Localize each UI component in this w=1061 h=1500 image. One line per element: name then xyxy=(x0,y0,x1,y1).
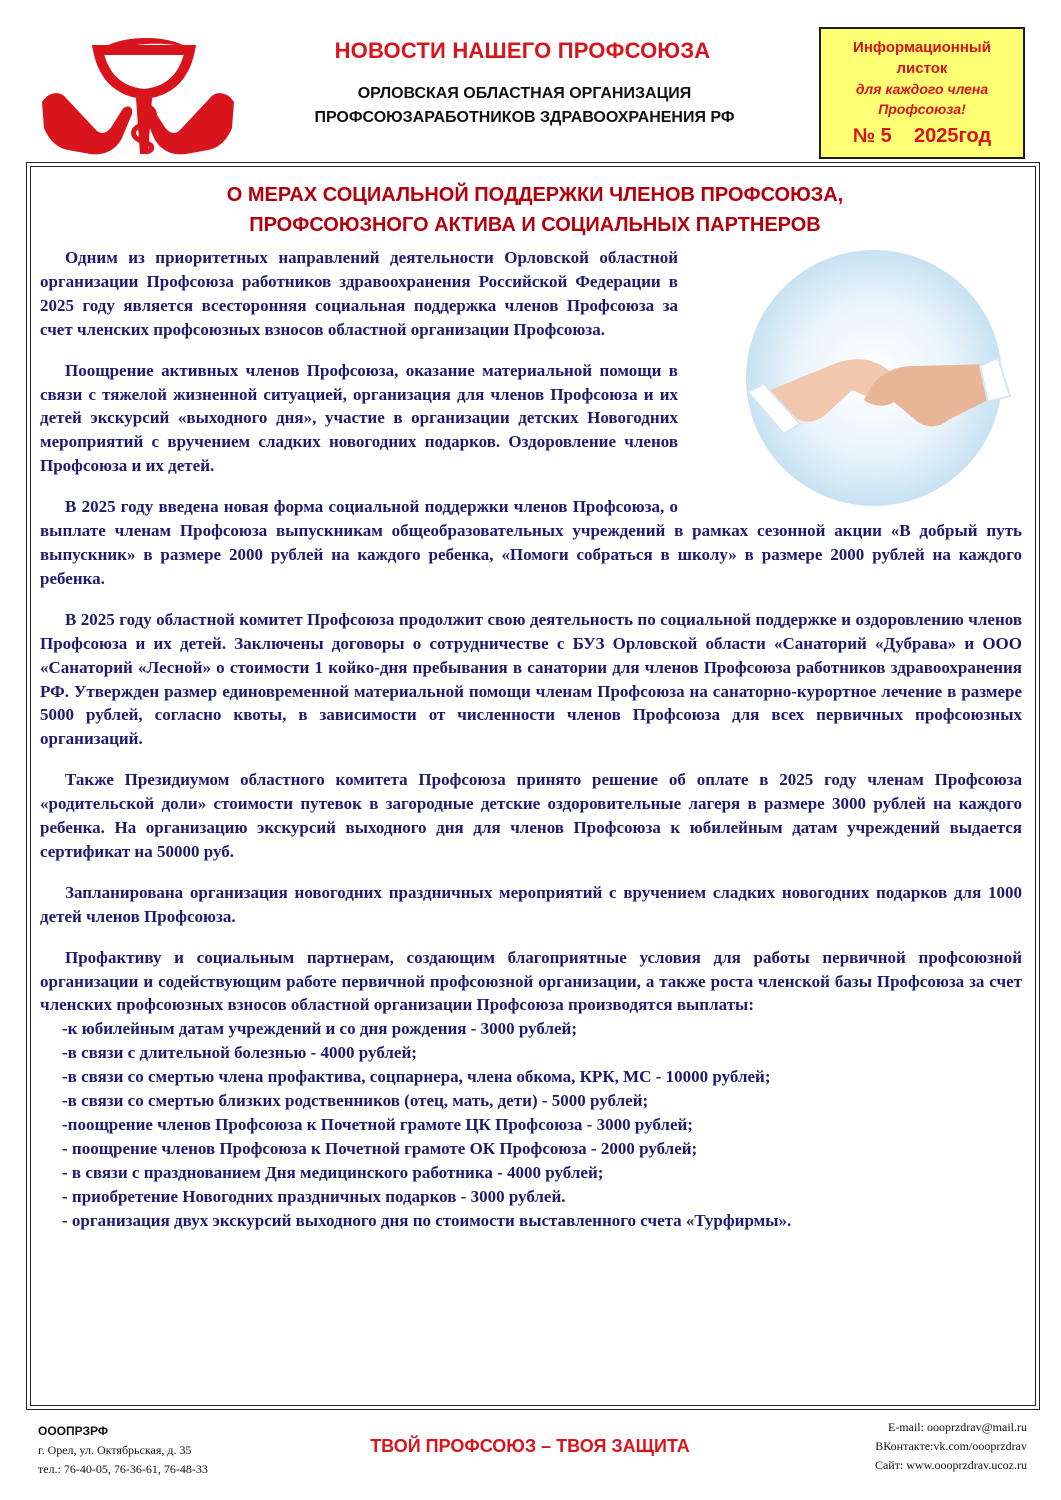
footer-phones: тел.: 76-40-05, 76-36-61, 76-48-33 xyxy=(38,1462,208,1476)
paragraph-7: Профактиву и социальным партнерам, создающим благоприятные условия для работы первичной профсоюзной организации и содействующим работе первичной профсоюзной организации, а также роста членской базы Профсоюза за счет членских профсоюзных взносов областной организации Профсоюза производятся выплаты: xyxy=(40,947,1022,1015)
payment-item: - в связи с празднованием Дня медицинского работника - 4000 рублей; xyxy=(62,1162,604,1182)
info-line-3: для каждого члена xyxy=(855,81,989,97)
payment-item: -к юбилейным датам учреждений и со дня рождения - 3000 рублей; xyxy=(62,1019,578,1039)
article-title-line-1: О МЕРАХ СОЦИАЛЬНОЙ ПОДДЕРЖКИ ЧЛЕНОВ ПРОФСОЮЗА, xyxy=(226,184,844,206)
newsletter-title: НОВОСТИ НАШЕГО ПРОФСОЮЗА xyxy=(334,38,711,63)
info-line-2: листок xyxy=(896,60,948,77)
footer-contacts-left xyxy=(38,1422,208,1479)
payment-item: -в связи с длительной болезнью - 4000 рублей; xyxy=(62,1043,417,1063)
paragraph-3: В 2025 году введена новая форма социальной поддержки членов Профсоюза, о выплате членам Профсоюза выпускникам общеобразовательных учреждений в рамках сезонной акции «В добрый путь выпускник» в размере 2000 рублей на каждого ребенка, «Помоги собраться в школу» в размере 2000 рублей на каждого ребенка. xyxy=(40,497,1022,588)
handshake-photo xyxy=(704,246,1022,508)
info-line-1: Информационный xyxy=(853,39,991,56)
paragraph-1: Одним из приоритетных направлений деятельности Орловской областной организации Профсоюза работников здравоохранения Российской Федерации в 2025 году является всесторонняя социальная поддержка членов Профсоюза за счет членских профсоюзных взносов областной организации Профсоюза. xyxy=(40,248,678,339)
info-sheet-box xyxy=(819,27,1025,159)
organization-line-1: ОРЛОВСКАЯ ОБЛАСТНАЯ ОРГАНИЗАЦИЯ xyxy=(357,85,692,102)
paragraph-6: Запланирована организация новогодних праздничных мероприятий с вручением сладких новогодних подарков для 1000 детей членов Профсоюза. xyxy=(40,882,1022,926)
payment-item: -в связи со смертью близких родственников (отец, мать, дети) - 5000 рублей; xyxy=(62,1091,649,1111)
payments-list xyxy=(40,1017,1022,1232)
payment-item: - приобретение Новогодних праздничных подарков - 3000 рублей. xyxy=(62,1186,566,1206)
article-body xyxy=(40,246,1022,1233)
footer-contacts-right xyxy=(875,1418,1027,1475)
footer-address: г. Орел, ул. Октябрьская, д. 35 xyxy=(38,1443,192,1457)
payment-item: - организация двух экскурсий выходного дня по стоимости выставленного счета «Турфирмы». xyxy=(62,1210,792,1230)
footer-org-name: ОООПРЗРФ xyxy=(38,1424,109,1438)
organization-name xyxy=(252,82,797,130)
organization-line-2: ПРОФСОЮЗАРАБОТНИКОВ ЗДРАВООХРАНЕНИЯ РФ xyxy=(314,109,735,126)
payment-item: -поощрение членов Профсоюза к Почетной грамоте ЦК Профсоюза - 3000 рублей; xyxy=(62,1115,693,1134)
footer-vk-link[interactable]: ВКонтакте:vk.com/oooprzdrav xyxy=(875,1439,1027,1453)
footer-slogan: ТВОЙ ПРОФСОЮЗ – ТВОЯ ЗАЩИТА xyxy=(370,1436,690,1456)
payment-item: -в связи со смертью члена профактива, соцпарнера, члена обкома, КРК, МС - 10000 рублей; xyxy=(62,1067,771,1087)
article-title-line-2: ПРОФСОЮЗНОГО АКТИВА И СОЦИАЛЬНЫХ ПАРТНЕРОВ xyxy=(249,214,821,236)
article-title xyxy=(40,180,1030,240)
payment-item: - поощрение членов Профсоюза к Почетной грамоте ОК Профсоюза - 2000 рублей; xyxy=(62,1138,698,1158)
issue-number: № 5 2025год xyxy=(852,125,992,147)
info-line-4: Профсоюза! xyxy=(878,101,966,117)
paragraph-2: Поощрение активных членов Профсоюза, оказание материальной помощи в связи с тяжелой жизненной ситуацией, организация для членов Профсоюза и их детей экскурсий «выходного дня», участие в организации детских Новогодних мероприятий с вручением сладких новогодних подарков. Оздоровление членов Профсоюза и их детей. xyxy=(40,360,678,476)
paragraph-5: Также Президиумом областного комитета Профсоюза принято решение об оплате в 2025 году членам Профсоюза «родительской доли» стоимости путевок в загородные детские оздоровительные лагеря в размере 3000 рублей на каждого ребенка. На организацию экскурсий выходного дня для членов Профсоюза к юбилейным датам учреждений выдается сертификат на 50000 руб. xyxy=(40,770,1022,861)
union-logo xyxy=(38,32,238,156)
footer-site-link[interactable]: Сайт: www.oooprzdrav.ucoz.ru xyxy=(874,1458,1027,1472)
footer-email[interactable]: E-mail: oooprzdrav@mail.ru xyxy=(887,1420,1027,1434)
paragraph-4: В 2025 году областной комитет Профсоюза продолжит свою деятельность по социальной поддержке и оздоровлению членов Профсоюза и их детей. Заключены договоры о сотрудничестве с БУЗ Орловской области «Санаторий «Дубрава» и ООО «Санаторий «Лесной» о стоимости 1 койко-дня пребывания в санатории для членов Профсоюза работников здравоохранения РФ. Утвержден размер единовременной материальной помощи членам Профсоюза на санаторно-курортное лечение в размере 5000 рублей, согласно квоты, в зависимости от численности членов Профсоюза для всех первичных профсоюзных организаций. xyxy=(40,609,1022,749)
